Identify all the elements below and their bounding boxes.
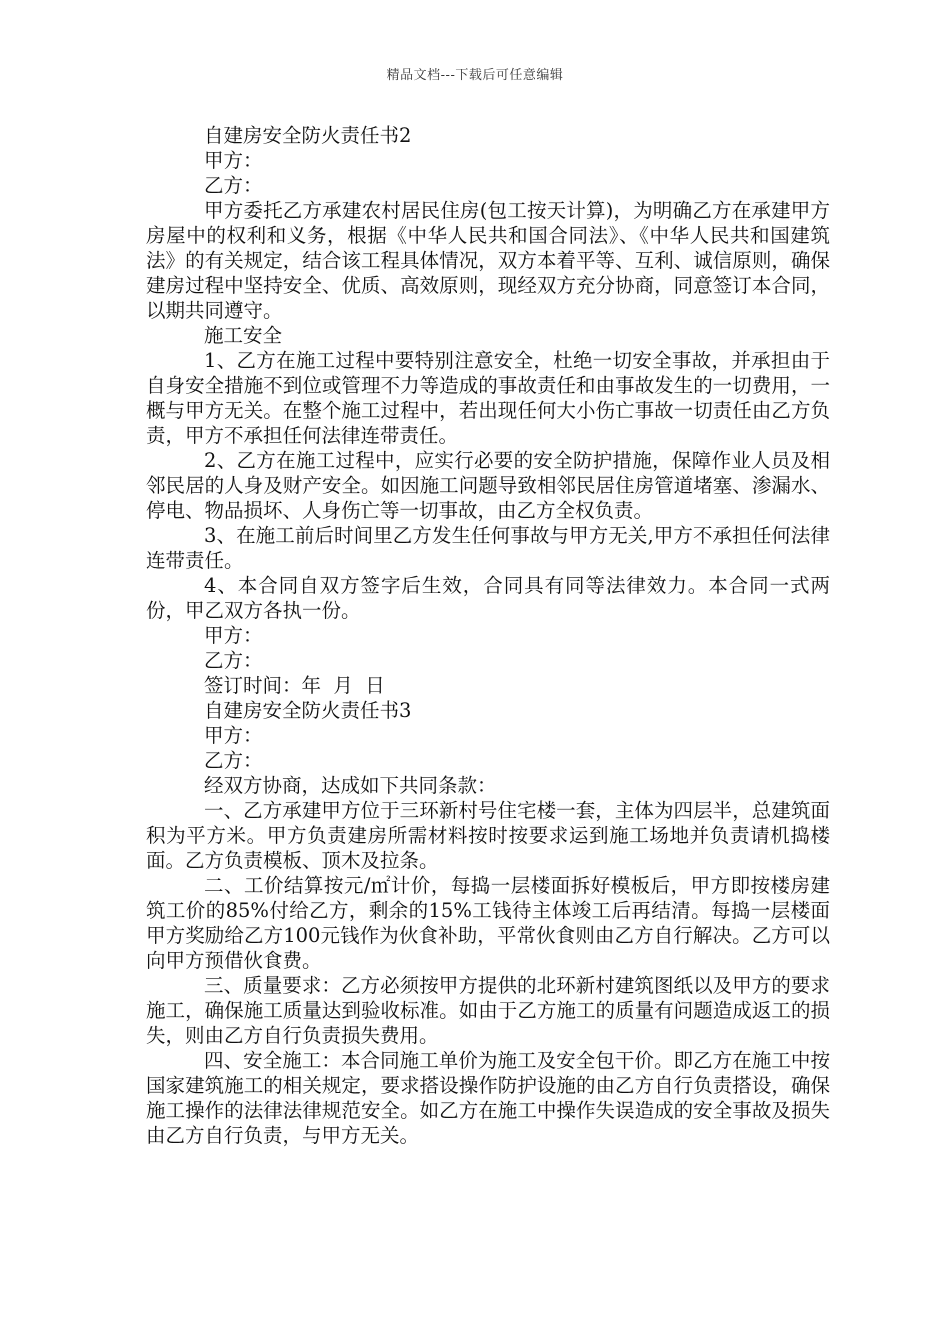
section-2-item-4: 4、本合同自双方签字后生效，合同具有同等法律效力。本合同一式两份，甲乙双方各执一份。 xyxy=(146,574,830,622)
section-2-sign-party-b: 乙方： xyxy=(204,649,263,672)
section-2-item-1: 1、乙方在施工过程中要特别注意安全，杜绝一切安全事故，并承担由于自身安全措施不到位或管理不力等造成的事故责任和由事故发生的一切费用，一概与甲方无关。在整个施工过程中，若出现任何大小伤亡事故一切责任由乙方负责，甲方不承担任何法律连带责任。 xyxy=(146,349,830,447)
document-body xyxy=(146,123,830,1148)
section-2-heading: 施工安全 xyxy=(204,324,283,347)
section-3-intro: 经双方协商，达成如下共同条款： xyxy=(204,774,497,797)
section-2-item-2: 2、乙方在施工过程中，应实行必要的安全防护措施，保障作业人员及相邻民居的人身及财产安全。如因施工问题导致相邻民居住房管道堵塞、渗漏水、停电、物品损坏、人身伤亡等一切事故，由乙方全权负责。 xyxy=(146,449,830,522)
section-3-party-b: 乙方： xyxy=(204,749,263,772)
section-3-party-a: 甲方： xyxy=(204,724,263,747)
section-3-item-4: 四、安全施工：本合同施工单价为施工及安全包干价。即乙方在施工中按国家建筑施工的相关规定，要求搭设操作防护设施的由乙方自行负责搭设，确保施工操作的法律法律规范安全。如乙方在施工中操作失误造成的安全事故及损失由乙方自行负责，与甲方无关。 xyxy=(146,1049,830,1147)
section-2-sign-date: 签订时间：年 月 日 xyxy=(204,674,385,697)
section-2-intro: 甲方委托乙方承建农村居民住房(包工按天计算)，为明确乙方在承建甲方房屋中的权利和义务，根据《中华人民共和国合同法》、《中华人民共和国建筑法》的有关规定，结合该工程具体情况，双方本着平等、互利、诚信原则，确保建房过程中坚持安全、优质、高效原则，现经双方充分协商，同意签订本合同，以期共同遵守。 xyxy=(146,199,830,322)
section-2-title: 自建房安全防火责任书2 xyxy=(204,124,412,147)
section-2-item-3: 3、在施工前后时间里乙方发生任何事故与甲方无关,甲方不承担任何法律连带责任。 xyxy=(146,524,830,572)
section-2-party-b: 乙方： xyxy=(204,174,263,197)
section-3-item-1: 一、乙方承建甲方位于三环新村号住宅楼一套，主体为四层半，总建筑面积为平方米。甲方负责建房所需材料按时按要求运到施工场地并负责请机捣楼面。乙方负责模板、顶木及拉条。 xyxy=(146,799,830,872)
section-2-party-a: 甲方： xyxy=(204,149,263,172)
section-3-title: 自建房安全防火责任书3 xyxy=(204,699,412,722)
section-2-sign-party-a: 甲方： xyxy=(204,624,263,647)
section-3-item-2: 二、工价结算按元/㎡计价，每捣一层楼面拆好模板后，甲方即按楼房建筑工价的85%付给乙方，剩余的15%工钱待主体竣工后再结清。每捣一层楼面甲方奖励给乙方100元钱作为伙食补助，平常伙食则由乙方自行解决。乙方可以向甲方预借伙食费。 xyxy=(146,874,830,972)
section-3-item-3: 三、质量要求：乙方必须按甲方提供的北环新村建筑图纸以及甲方的要求施工，确保施工质量达到验收标准。如由于乙方施工的质量有问题造成返工的损失，则由乙方自行负责损失费用。 xyxy=(146,974,830,1047)
page-header: 精品文档---下载后可任意编辑 xyxy=(386,68,564,83)
